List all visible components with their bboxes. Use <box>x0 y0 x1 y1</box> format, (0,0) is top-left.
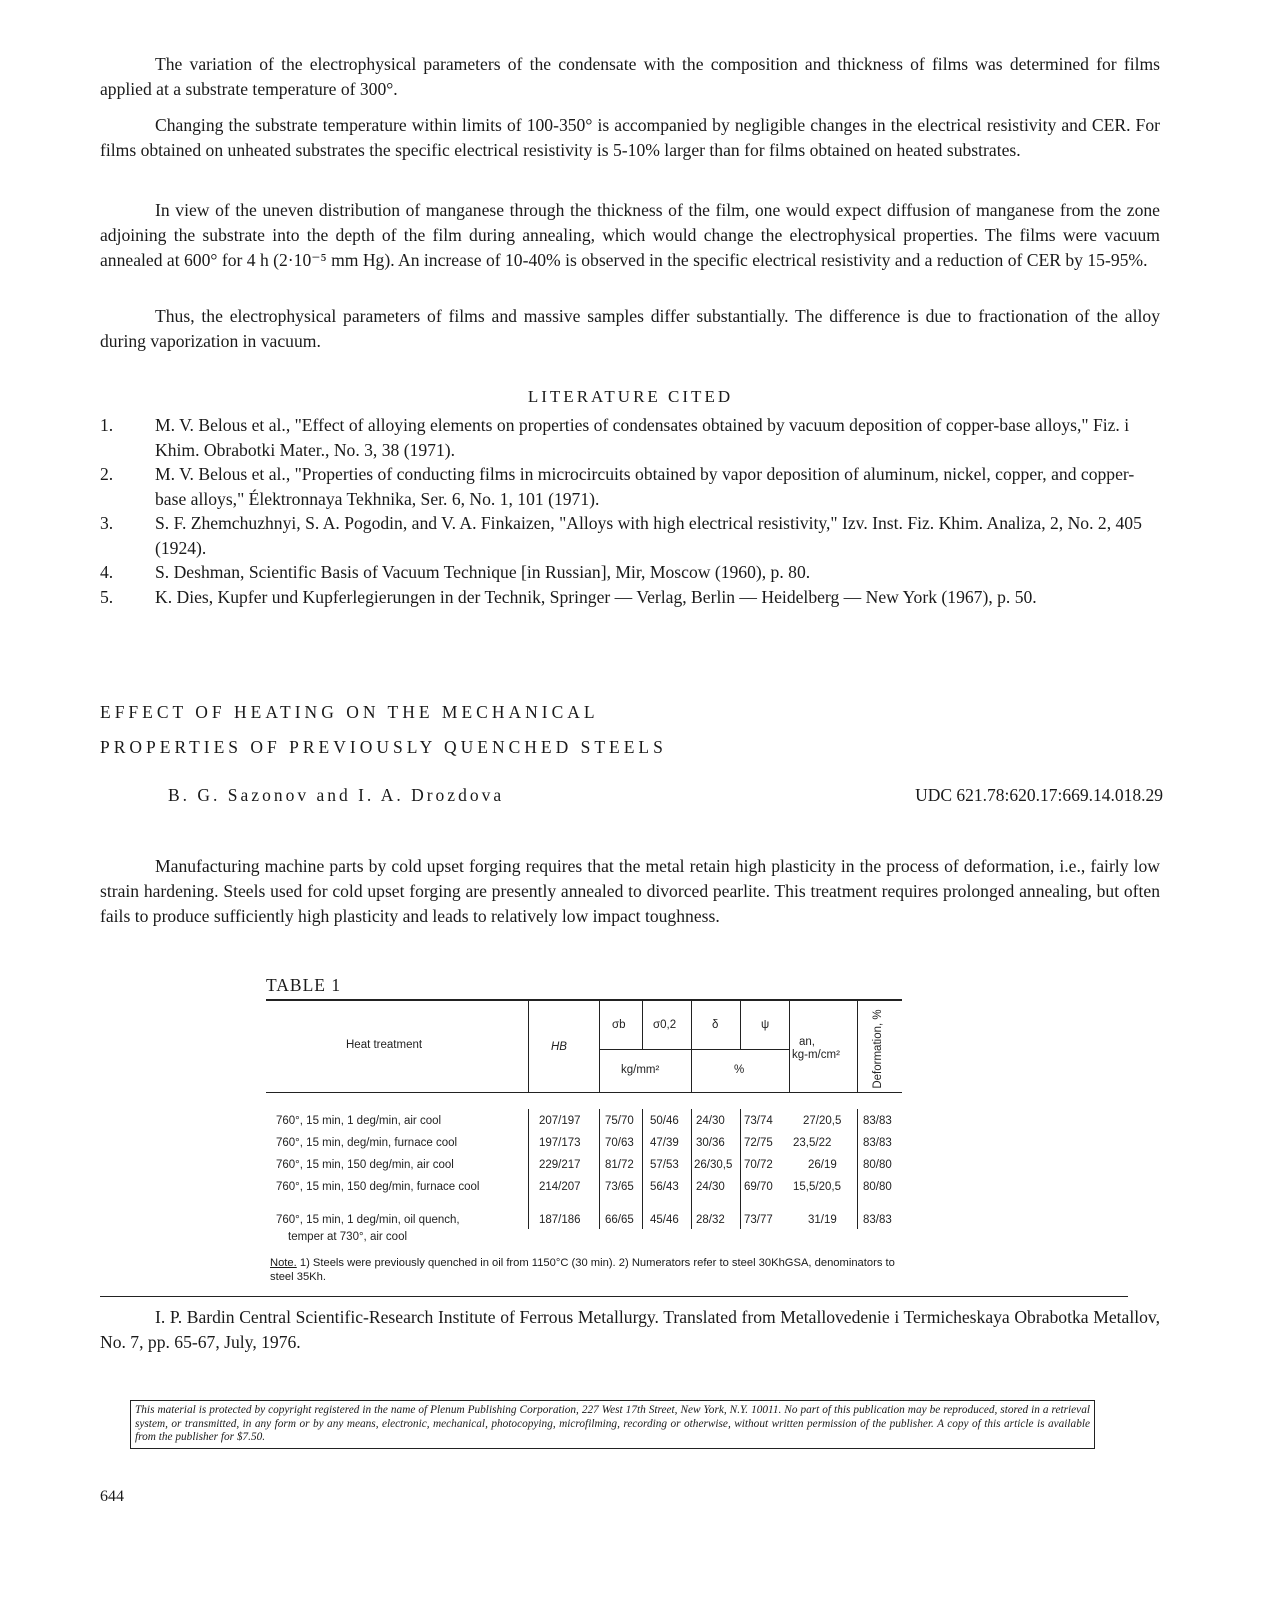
cell-psi: 70/72 <box>744 1159 773 1171</box>
table-caption: TABLE 1 <box>266 975 342 995</box>
footnote-separator <box>100 1296 1128 1297</box>
header-psi: ψ <box>761 1019 770 1031</box>
cell-an: 23,5/22 <box>793 1137 832 1149</box>
cell-psi: 69/70 <box>744 1181 773 1193</box>
paragraph-1: The variation of the electrophysical parameters of the condensate with the composition and thickness of films was determined for films applied at a substrate temperature of 300°. <box>100 54 1160 99</box>
cell-psi: 72/75 <box>744 1137 773 1149</box>
paragraph-2: Changing the substrate temperature within limits of 100-350° is accompanied by negligible changes in the electrical resistivity and CER. For films obtained on unheated substrates the specific electrical resistivity is 5-10% larger than for films obtained on heated substrates. <box>100 115 1160 160</box>
cell-sigma-02: 47/39 <box>650 1137 679 1149</box>
reference-text: M. V. Belous et al., "Effect of alloying elements on properties of condensates obtained by vacuum deposition of copper-base alloys," Fiz. i Khim. Obrabotki Mater., No. 3, 38 (1971). <box>155 415 1130 460</box>
header-delta: δ <box>712 1019 719 1031</box>
units-rule <box>599 1049 789 1050</box>
cell-treatment: 760°, 15 min, 150 deg/min, air cool <box>276 1159 454 1171</box>
cell-deformation: 80/80 <box>863 1181 892 1193</box>
cell-hb: 197/173 <box>539 1137 581 1149</box>
header-an-units: kg-m/cm² <box>792 1049 840 1061</box>
reference-number: 5. <box>100 586 114 607</box>
paragraph-3: In view of the uneven distribution of manganese through the thickness of the film, one would expect diffusion of manganese from the zone adjoining the substrate into the depth of the film during annealing, which would change the electrophysical properties. The films were vacuum annealed at 600° for 4 h (2·10⁻⁵ mm Hg). An increase of 10-40% is observed in the specific electrical resistivity and a reduction of CER by 15-95%. <box>100 200 1160 270</box>
col-divider <box>599 1109 600 1229</box>
reference-item <box>100 413 1162 462</box>
reference-text: M. V. Belous et al., "Properties of conducting films in microcircuits obtained by vapor deposition of aluminum, nickel, copper, and copper-base alloys," Élektronnaya Tekhnika, Ser. 6, No. 1, 101 (1971). <box>155 464 1135 509</box>
col-divider <box>599 999 600 1092</box>
cell-delta: 28/32 <box>696 1214 725 1226</box>
reference-item <box>100 585 1162 610</box>
col-divider <box>789 999 790 1092</box>
cell-delta: 24/30 <box>696 1181 725 1193</box>
reference-number: 1. <box>100 415 114 435</box>
cell-sigma-b: 73/65 <box>605 1181 634 1193</box>
cell-hb: 187/186 <box>539 1214 581 1226</box>
col-divider <box>528 999 529 1092</box>
cell-hb: 229/217 <box>539 1159 581 1171</box>
table-note <box>270 1256 910 1284</box>
reference-number: 3. <box>100 513 114 533</box>
reference-number: 4. <box>100 562 114 582</box>
header-bottom-rule <box>266 1092 902 1093</box>
cell-hb: 207/197 <box>539 1115 581 1127</box>
cell-treatment-continued: temper at 730°, air cool <box>288 1231 408 1243</box>
cell-sigma-b: 70/63 <box>605 1137 634 1149</box>
udc-code: UDC 621.78:620.17:669.14.018.29 <box>915 785 1163 805</box>
article-title-line-2: PROPERTIES OF PREVIOUSLY QUENCHED STEELS <box>100 737 667 757</box>
header-sigma-02: σ0,2 <box>653 1019 677 1031</box>
table-top-rule <box>266 999 902 1001</box>
reference-item <box>100 511 1162 560</box>
col-divider <box>740 1109 741 1229</box>
paragraph-4: Thus, the electrophysical parameters of films and massive samples differ substantially. The difference is due to fractionation of the alloy during vaporization in vacuum. <box>100 306 1160 351</box>
note-text: 1) Steels were previously quenched in oil from 1150°C (30 min). 2) Numerators refer to steel 30KhGSA, denominators to steel 35Kh. <box>270 1257 895 1283</box>
reference-item <box>100 560 1162 585</box>
reference-list <box>100 413 1162 609</box>
cell-delta: 30/36 <box>696 1137 725 1149</box>
article-authors: B. G. Sazonov and I. A. Drozdova <box>168 785 505 805</box>
header-sigma-b: σb <box>612 1019 626 1031</box>
cell-psi: 73/74 <box>744 1115 773 1127</box>
col-divider <box>691 1109 692 1229</box>
cell-sigma-02: 56/43 <box>650 1181 679 1193</box>
cell-treatment: 760°, 15 min, deg/min, furnace cool <box>276 1137 458 1149</box>
cell-deformation: 83/83 <box>863 1137 892 1149</box>
table-1 <box>266 999 902 1249</box>
col-divider <box>857 999 858 1092</box>
header-units-pct: % <box>734 1064 745 1076</box>
page-number: 644 <box>100 1488 124 1505</box>
col-divider <box>857 1109 858 1229</box>
cell-deformation: 83/83 <box>863 1115 892 1127</box>
cell-treatment: 760°, 15 min, 1 deg/min, air cool <box>276 1115 442 1127</box>
note-label: Note. <box>270 1257 297 1269</box>
reference-text: S. F. Zhemchuzhnyi, S. A. Pogodin, and V. A. Finkaizen, "Alloys with high electrical resistivity," Izv. Inst. Fiz. Khim. Analiza, 2, No. 2, 405 (1924). <box>155 513 1142 558</box>
col-divider <box>642 1109 643 1229</box>
cell-delta: 24/30 <box>696 1115 725 1127</box>
article-title-line-1: EFFECT OF HEATING ON THE MECHANICAL <box>100 702 599 722</box>
col-divider <box>528 1109 529 1229</box>
cell-an: 31/19 <box>808 1214 837 1226</box>
cell-sigma-b: 75/70 <box>605 1115 634 1127</box>
cell-sigma-b: 81/72 <box>605 1159 634 1171</box>
header-heat-treatment: Heat treatment <box>346 1039 423 1051</box>
col-divider <box>691 999 692 1092</box>
cell-sigma-02: 50/46 <box>650 1115 679 1127</box>
copyright-notice: This material is protected by copyright registered in the name of Plenum Publishing Corporation, 227 West 17th Street, New York, N.Y. 10011. No part of this publication may be reproduced, stored in a retrieval system, or transmitted, in any form or by any means, electronic, mechanical, photocopying, microfilming, recording or otherwise, without written permission of the publisher. A copy of this article is available from the publisher for $7.50. <box>130 1400 1095 1449</box>
cell-sigma-b: 66/65 <box>605 1214 634 1226</box>
cell-an: 26/19 <box>808 1159 837 1171</box>
header-units-kgmm2: kg/mm² <box>621 1064 660 1076</box>
reference-text: S. Deshman, Scientific Basis of Vacuum Technique [in Russian], Mir, Moscow (1960), p. 80. <box>155 562 811 582</box>
affiliation-footnote: I. P. Bardin Central Scientific-Research Institute of Ferrous Metallurgy. Translated from Metallovedenie i Termicheskaya Obrabotka Metallov, No. 7, pp. 65-67, July, 1976. <box>100 1307 1160 1352</box>
header-deformation: Deformation, % <box>872 1009 884 1089</box>
cell-delta: 26/30,5 <box>694 1159 733 1171</box>
cell-deformation: 80/80 <box>863 1159 892 1171</box>
cell-psi: 73/77 <box>744 1214 773 1226</box>
header-an: an, <box>799 1036 815 1048</box>
cell-treatment: 760°, 15 min, 1 deg/min, oil quench, <box>276 1214 460 1226</box>
reference-item <box>100 462 1162 511</box>
cell-hb: 214/207 <box>539 1181 581 1193</box>
cell-deformation: 83/83 <box>863 1214 892 1226</box>
reference-text: K. Dies, Kupfer und Kupferlegierungen in der Technik, Springer — Verlag, Berlin — Heidelberg — New York (1967), p. 50. <box>155 586 1037 607</box>
reference-number: 2. <box>100 464 114 484</box>
cell-an: 15,5/20,5 <box>793 1181 841 1193</box>
literature-heading: LITERATURE CITED <box>527 387 734 406</box>
article-intro: Manufacturing machine parts by cold upset forging requires that the metal retain high plasticity in the process of deformation, i.e., fairly low strain hardening. Steels used for cold upset forging are presently annealed to divorced pearlite. This treatment requires prolonged annealing, but often fails to produce sufficiently high plasticity and leads to relatively low impact toughness. <box>100 856 1160 926</box>
header-hb: HB <box>551 1041 567 1053</box>
cell-treatment: 760°, 15 min, 150 deg/min, furnace cool <box>276 1181 480 1193</box>
cell-an: 27/20,5 <box>803 1115 842 1127</box>
cell-sigma-02: 57/53 <box>650 1159 679 1171</box>
col-divider <box>642 999 643 1049</box>
col-divider <box>740 999 741 1049</box>
cell-sigma-02: 45/46 <box>650 1214 679 1226</box>
